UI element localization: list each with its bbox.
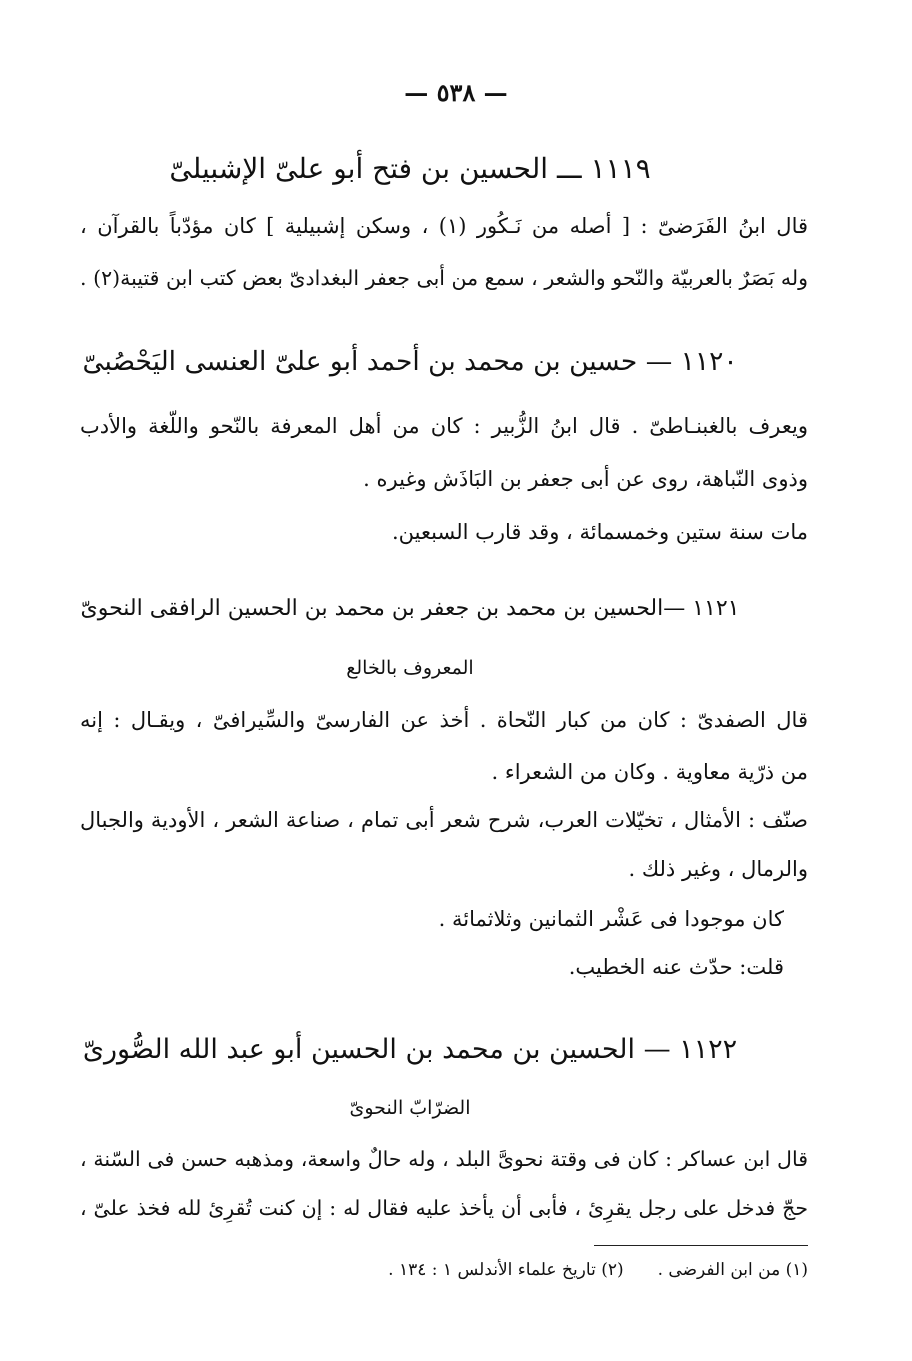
entry-1121-line-4: والرمال ، وغير ذلك . — [628, 857, 808, 881]
page-number: — ٥٣٨ — — [404, 78, 508, 107]
entry-1121-line-2: من ذرّية معاوية . وكان من الشعراء . — [491, 760, 808, 784]
footnote-1: (١) من ابن الفرضى . — [657, 1260, 808, 1280]
entry-1122-line-2: حجّ فدخل على رجل يقرِئ ، فأبى أن يأخذ عليه فقال له : إن كنت تُقرِئ لله فخذ علىّ ، — [80, 1196, 808, 1220]
entry-1119-line-2: وله بَصَرٌ بالعربيّة والنّحو والشعر ، سمع من أبى جعفر البغدادىّ بعض كتب ابن قتيبة(٢) . — [80, 266, 808, 290]
entry-heading-1122: ١١٢٢ — الحسين بن محمد بن الحسين أبو عبد الله الصُّورىّ — [82, 1034, 738, 1065]
footnote-2: (٢) تاريخ علماء الأندلس ١ : ١٣٤ . — [388, 1260, 624, 1280]
entry-1120-line-1: ويعرف بالغبنـاطىّ . قال ابنُ الزُّبير : كان من أهل المعرفة بالنّحو واللّغة والأدب — [80, 414, 808, 438]
entry-1121-line-3: صنّف : الأمثال ، تخيّلات العرب، شرح شعر أبى تمام ، صناعة الشعر ، الأودية والجبال — [80, 808, 808, 832]
entry-heading-1119: ١١١٩ ـــ الحسين بن فتح أبو علىّ الإشبيلىّ — [169, 152, 651, 185]
entry-1120-line-2: وذوى النّباهة، روى عن أبى جعفر بن البَاذَش وغيره . — [363, 467, 808, 491]
entry-1121-line-1: قال الصفدىّ : كان من كبار النّحاة . أخذ عن الفارسىّ والسِّيرافىّ ، ويقـال : إنه — [80, 708, 808, 732]
footnotes — [80, 1260, 808, 1280]
entry-1119-line-1: قال ابنُ الفَرَضىّ : [ أصله من نَـكُور (١) ، وسكن إشبيلية ] كان مؤدّباً بالقرآن ، — [80, 214, 809, 238]
entry-1120-line-3: مات سنة ستين وخمسمائة ، وقد قارب السبعين. — [392, 520, 808, 544]
entry-1122-subtitle: الضرّابّ النحوىّ — [349, 1097, 471, 1119]
entry-1121-subtitle: المعروف بالخالع — [346, 657, 474, 679]
entry-heading-1120: ١١٢٠ — حسين بن محمد بن أحمد أبو علىّ العنسى اليَحْصُبىّ — [82, 346, 738, 377]
entry-1121-line-6: قلت: حدّث عنه الخطيب. — [568, 955, 784, 979]
entry-1121-line-5: كان موجودا فى عَشْر الثمانين وثلاثمائة . — [438, 907, 784, 931]
footnote-divider — [594, 1245, 808, 1246]
entry-heading-1121: ١١٢١ —الحسين بن محمد بن جعفر بن محمد بن الحسين الرافقى النحوىّ — [80, 596, 740, 621]
entry-1122-line-1: قال ابن عساكر : كان فى وقتة نحوىَّ البلد ، وله حالٌ واسعة، ومذهبه حسن فى السّنة ، — [80, 1147, 808, 1171]
